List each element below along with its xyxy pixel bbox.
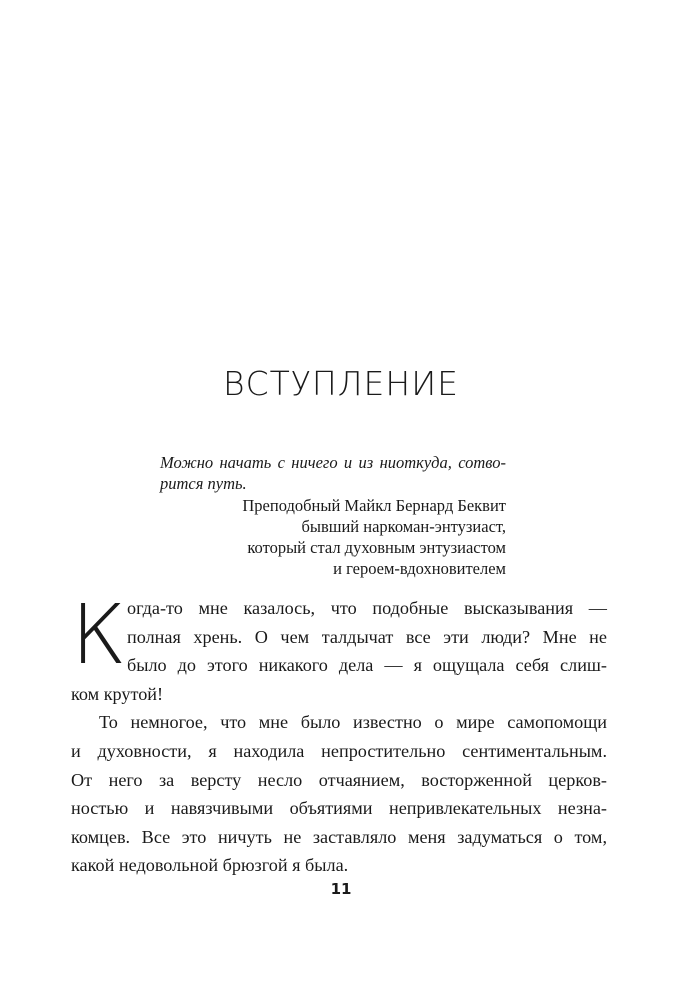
paragraph-line: было до этого никакого дела — я ощущала себя слиш- [127, 655, 607, 676]
paragraph-line: полная хрень. О чем талдычат все эти люди? Мне не [127, 626, 607, 647]
drop-cap: К [71, 588, 127, 683]
attribution-line: Преподобный Майкл Бернард Беквит [242, 496, 506, 515]
paragraph-line: какой недовольной брюзгой я была. [71, 855, 349, 876]
paragraph-1 [71, 588, 607, 708]
page-number: 11 [330, 880, 352, 898]
epigraph [160, 452, 506, 579]
paragraph-line: огда-то мне казалось, что подобные высказывания — [127, 598, 607, 618]
attribution-line: и героем-вдохновителем [333, 559, 506, 578]
epigraph-quote-line: рится путь. [160, 474, 247, 493]
paragraph-line: и духовности, я находила непростительно сентиментальным. [71, 740, 607, 761]
attribution-line: который стал духовным энтузиастом [247, 538, 506, 557]
paragraph-line: То немногое, что мне было известно о мире самопомощи [99, 712, 607, 733]
paragraph-2 [71, 708, 607, 880]
paragraph-line: От него за версту несло отчаянием, восторженной церков- [71, 769, 607, 790]
paragraph-line: ком крутой! [71, 683, 164, 704]
chapter-title: ВСТУПЛЕНИЕ [223, 364, 459, 403]
paragraph-line: ностью и навязчивыми объятиями непривлекательных незна- [71, 798, 607, 819]
epigraph-quote [160, 452, 506, 494]
paragraph-line: комцев. Все это ничуть не заставляло меня задуматься о том, [71, 826, 607, 847]
attribution-line: бывший наркоман-энтузиаст, [301, 517, 506, 536]
epigraph-quote-line: Можно начать с ничего и из ниоткуда, сотво- [160, 453, 506, 472]
body-text [71, 588, 607, 880]
epigraph-attribution [160, 495, 506, 579]
